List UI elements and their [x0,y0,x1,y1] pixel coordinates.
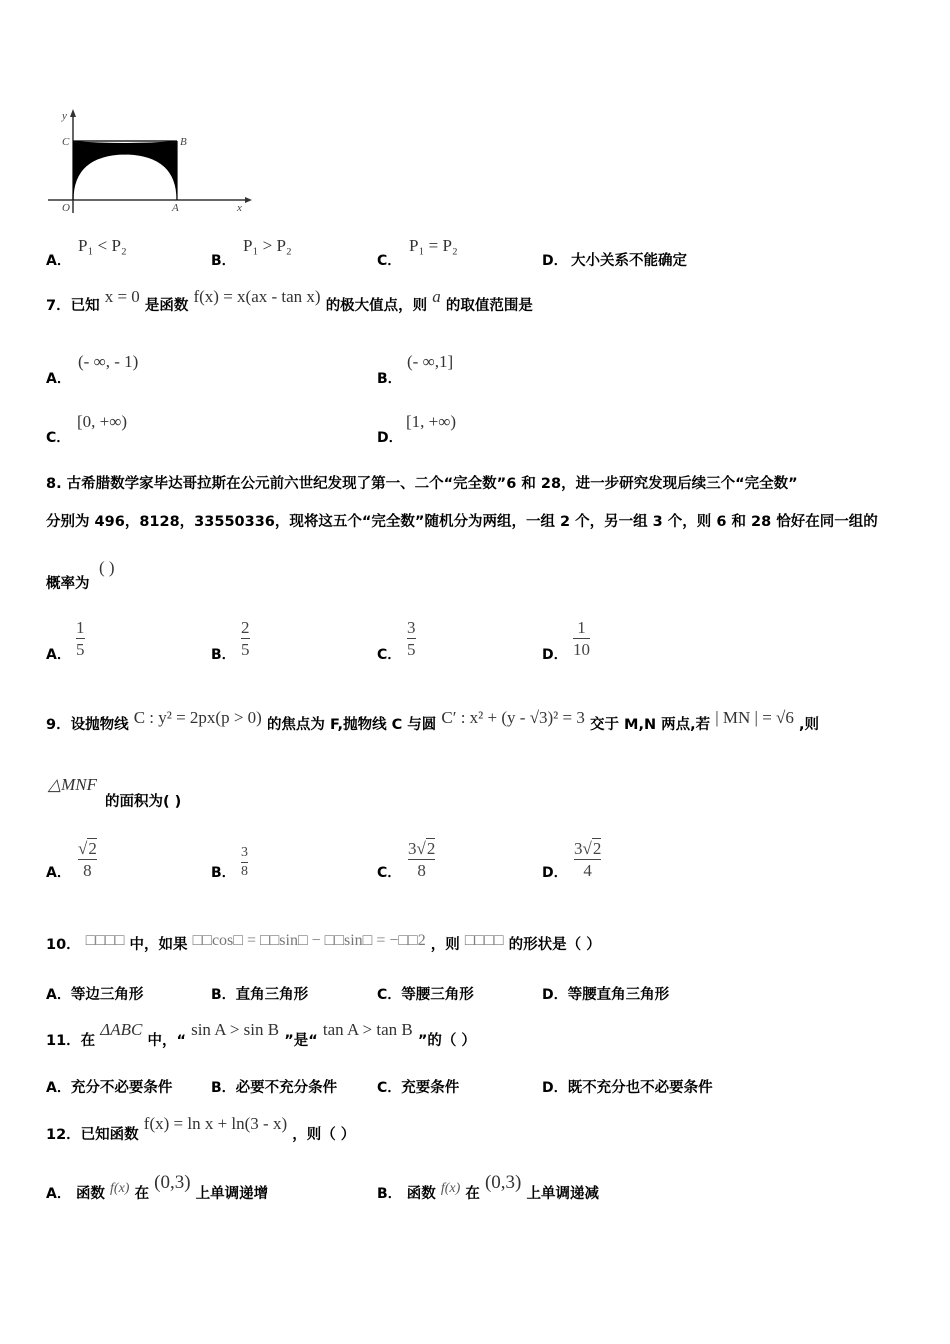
q12-option-a-post: 上单调递增 [195,1186,269,1202]
q8-option-c-den: 5 [407,640,416,659]
q9-option-c-num: 3√2 [408,839,436,858]
region-figure [40,105,255,220]
q12-prefix: 12．已知函数 [46,1127,139,1143]
q10-option-a-label: A． [46,987,71,1003]
q8-option-c-num: 3 [407,618,416,637]
q8-line-3: 概率为 [46,576,90,592]
y-axis-arrow [70,109,76,117]
q9-option-d-label: D． [542,865,568,881]
q12-option-b-in: 在 [465,1186,480,1202]
q11-triangle: ΔABC [100,1020,143,1039]
q9-cond: | MN | = √6 [715,708,794,727]
q8-line-1: 8. 古希腊数学家毕达哥拉斯在公元前六世纪发现了第一、二个“完全数”6 和 28，进一步研究发现后续三个“完全数” [46,476,798,492]
q8-option-b-num: 2 [241,618,250,637]
q6-option-b-expr: P₁ > P₂ [243,236,292,255]
q8-option-b-den: 5 [241,640,250,659]
q8-option-d-den: 10 [573,640,590,659]
q6-option-c-expr: P₁ = P₂ [409,236,458,255]
q9-mid2: 交于 M,N 两点,若 [589,717,711,733]
q10-option-c [377,983,474,1004]
q8-option-b-label: B． [211,647,236,663]
q6-option-c-label: C． [377,253,402,269]
q10-option-a-text: 等边三角形 [70,987,144,1003]
q12-option-b-func: f(x) [440,1181,461,1196]
q9-option-c-coef: 3 [408,839,417,858]
q10-option-d-text: 等腰直角三角形 [567,987,670,1003]
question-9 [46,708,819,734]
q8-option-d-label: D． [542,647,568,663]
q10-prefix: 10． [46,937,81,953]
q10-option-b-label: B． [211,987,236,1003]
q9-prefix: 9．设抛物线 [46,717,129,733]
q8-option-c-frac [407,619,416,658]
q9-option-b-frac [241,846,248,879]
q8-paren: ( ) [99,558,115,577]
q10-mid2: ，则 [430,937,460,953]
q11-option-a [46,1076,172,1097]
q11-option-c-label: C． [377,1080,402,1096]
point-c-label: C [62,136,70,148]
q11-option-d-label: D． [542,1080,568,1096]
q11-cond-2: tan A > tan B [322,1020,413,1039]
q12-option-b-post: 上单调递减 [526,1186,599,1202]
q9-triangle: △MNF [48,775,97,794]
q9-parabola: C : y² = 2px(p > 0) [133,708,262,727]
q11-option-d-text: 既不充分也不必要条件 [567,1080,713,1096]
question-10 [46,933,601,954]
q6-option-a-label: A． [46,253,71,269]
q10-equation: □□cos□ = □□sin□ − □□sin□ = −□□2 [192,932,426,949]
q12-option-b-pre: 函数 [406,1186,436,1202]
q8-option-a-num: 1 [76,618,85,637]
q12-suffix: ，则（ ） [292,1127,356,1143]
q12-option-b [377,1172,599,1204]
question-12 [46,1114,356,1144]
q7-mid2: 的极大值点，则 [325,298,428,314]
q10-glyphs-1: □□□□ [85,932,125,949]
q7-option-d-label: D． [377,430,403,446]
q8-option-a-den: 5 [76,640,85,659]
q9-option-c-den: 8 [417,861,426,880]
x-axis-arrow [245,197,252,203]
q7-func: f(x) = x(ax - tan x) [193,287,321,306]
q8-option-a-frac [76,619,85,658]
q10-option-c-text: 等腰三角形 [401,987,474,1003]
origin-label: O [62,202,70,214]
q12-option-a-interval: (0,3) [154,1172,191,1193]
q6-option-b-label: B． [211,253,236,269]
q7-option-c-label: C． [46,430,71,446]
q11-mid2: ”是“ [284,1033,318,1049]
q9-option-c-frac [408,840,435,879]
q6-option-a-expr: P₁ < P₂ [78,236,127,255]
q10-option-b [211,983,308,1004]
q10-option-d [542,983,669,1004]
q9-option-a-num: √2 [78,839,97,858]
q10-option-d-label: D． [542,987,568,1003]
q9-suffix: ,则 [798,717,819,733]
q11-option-c-text: 充要条件 [401,1080,460,1096]
q7-cond: x = 0 [104,287,140,306]
q11-option-b-text: 必要不充分条件 [235,1080,338,1096]
y-label: y [62,110,67,122]
q10-glyphs-2: □□□□ [464,932,504,949]
q12-option-a-func: f(x) [110,1181,130,1196]
q10-option-a [46,983,143,1004]
q7-option-b-label: B． [377,371,402,387]
question-7 [46,287,533,315]
q12-option-b-label: B． [377,1186,402,1202]
q11-option-b-label: B． [211,1080,236,1096]
q10-suffix: 的形状是（ ） [508,937,601,953]
q9-option-b-den: 8 [241,864,248,879]
q11-option-a-text: 充分不必要条件 [70,1080,173,1096]
q12-option-a-pre: 函数 [75,1186,105,1202]
q6-option-d-label: D． [542,253,568,269]
q9-option-d-frac [574,840,601,879]
q12-option-b-interval: (0,3) [484,1172,522,1193]
q9-line-2: 的面积为( ) [105,794,182,810]
q11-prefix: 11．在 [46,1033,96,1049]
q10-option-b-text: 直角三角形 [235,987,309,1003]
q9-option-a-den: 8 [83,861,92,880]
q7-option-d-expr: [1, +∞) [406,412,457,431]
q7-prefix: 7．已知 [46,298,100,314]
q9-option-a-rad: 2 [88,839,97,858]
q9-option-c-label: C． [377,865,402,881]
q7-suffix: 的取值范围是 [445,298,533,314]
q7-option-a-label: A． [46,371,71,387]
q10-option-c-label: C． [377,987,402,1003]
q11-option-a-label: A． [46,1080,71,1096]
q10-mid: 中，如果 [129,937,188,953]
q12-option-a [46,1172,269,1204]
q7-option-b-expr: (- ∞,1] [407,352,454,371]
q6-option-d-text: 大小关系不能确定 [571,253,687,269]
q7-option-c-expr: [0, +∞) [77,412,128,431]
q8-option-a-label: A． [46,647,71,663]
q9-option-b-label: B． [211,865,236,881]
q7-option-a-expr: (- ∞, - 1) [78,352,139,371]
q9-option-d-rad: 2 [592,839,602,858]
q11-option-c [377,1076,459,1097]
point-a-label: A [172,202,179,214]
q11-option-d [542,1076,713,1097]
x-label: x [237,202,242,214]
q9-mid: 的焦点为 F,抛物线 C 与圆 [266,717,437,733]
q9-circle: C′ : x² + (y - √3)² = 3 [441,708,585,727]
q8-option-b-frac [241,619,250,658]
point-b-label: B [180,136,187,148]
q9-option-b-num: 3 [241,845,248,860]
q8-option-c-label: C． [377,647,402,663]
q12-option-a-in: 在 [134,1186,150,1202]
q9-option-a-frac [78,840,97,879]
q8-option-d-num: 1 [577,618,586,637]
q11-mid: 中，“ [147,1033,186,1049]
q7-mid: 是函数 [144,298,189,314]
q11-cond-1: sin A > sin B [191,1020,280,1039]
q9-option-d-num: 3√2 [574,839,602,858]
question-11 [46,1020,476,1050]
q9-option-d-den: 4 [583,861,592,880]
q8-option-d-frac [573,619,590,658]
q9-option-a-label: A． [46,865,71,881]
q9-option-d-coef: 3 [574,839,583,858]
q9-option-c-rad: 2 [426,839,436,858]
q11-suffix: ”的（ ） [417,1033,476,1049]
q12-option-a-label: A． [46,1186,71,1202]
q8-line-2: 分别为 496，8128，33550336，现将这五个“完全数”随机分为两组，一组 2 个，另一组 3 个，则 6 和 28 恰好在同一组的 [46,514,878,530]
q7-var: a [432,287,441,306]
q11-option-b [211,1076,337,1097]
q12-func: f(x) = ln x + ln(3 - x) [143,1114,288,1133]
